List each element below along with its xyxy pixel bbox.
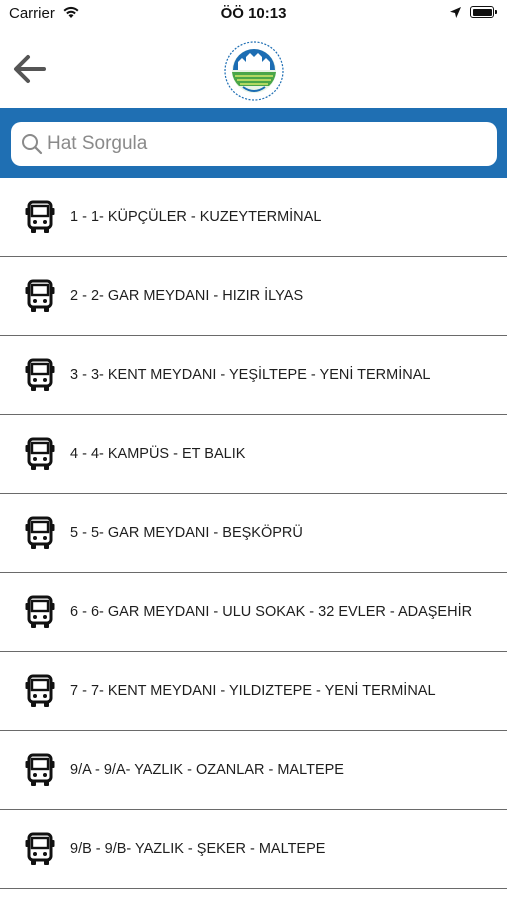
battery-icon [470,6,494,18]
arrow-left-icon[interactable] [12,54,48,84]
search-box[interactable] [11,122,497,166]
route-row[interactable] [0,494,507,573]
route-label: 4 - 4- KAMPÜS - ET BALIK [70,446,246,462]
carrier-label: Carrier [9,5,55,22]
route-label: 7 - 7- KENT MEYDANI - YILDIZTEPE - YENİ TERMİNAL [70,683,436,699]
location-arrow-icon [449,6,462,19]
bus-icon [24,516,56,550]
route-list [0,178,507,889]
bus-icon [24,358,56,392]
bus-icon [24,753,56,787]
bus-icon [24,437,56,471]
route-row[interactable] [0,415,507,494]
bus-icon [24,674,56,708]
bus-icon [24,832,56,866]
route-label: 2 - 2- GAR MEYDANI - HIZIR İLYAS [70,288,304,304]
route-label: 9/B - 9/B- YAZLIK - ŞEKER - MALTEPE [70,841,326,857]
search-bar [0,108,507,178]
status-bar [0,0,507,28]
bus-icon [24,279,56,313]
search-input[interactable] [47,122,487,166]
clock: ÖÖ 10:13 [220,5,287,22]
bus-icon [24,595,56,629]
municipality-logo [223,40,285,102]
route-row[interactable] [0,573,507,652]
route-row[interactable] [0,652,507,731]
route-label: 1 - 1- KÜPÇÜLER - KUZEYTERMİNAL [70,209,322,225]
route-row[interactable] [0,810,507,889]
bus-icon [24,200,56,234]
route-row[interactable] [0,336,507,415]
search-icon [21,133,43,155]
route-label: 3 - 3- KENT MEYDANI - YEŞİLTEPE - YENİ TERMİNAL [70,367,431,383]
route-row[interactable] [0,731,507,810]
route-row[interactable] [0,257,507,336]
route-label: 5 - 5- GAR MEYDANI - BEŞKÖPRÜ [70,525,303,541]
route-row[interactable] [0,178,507,257]
navigation-bar [0,28,507,108]
route-label: 9/A - 9/A- YAZLIK - OZANLAR - MALTEPE [70,762,344,778]
route-label: 6 - 6- GAR MEYDANI - ULU SOKAK - 32 EVLER - ADAŞEHİR [70,604,473,620]
